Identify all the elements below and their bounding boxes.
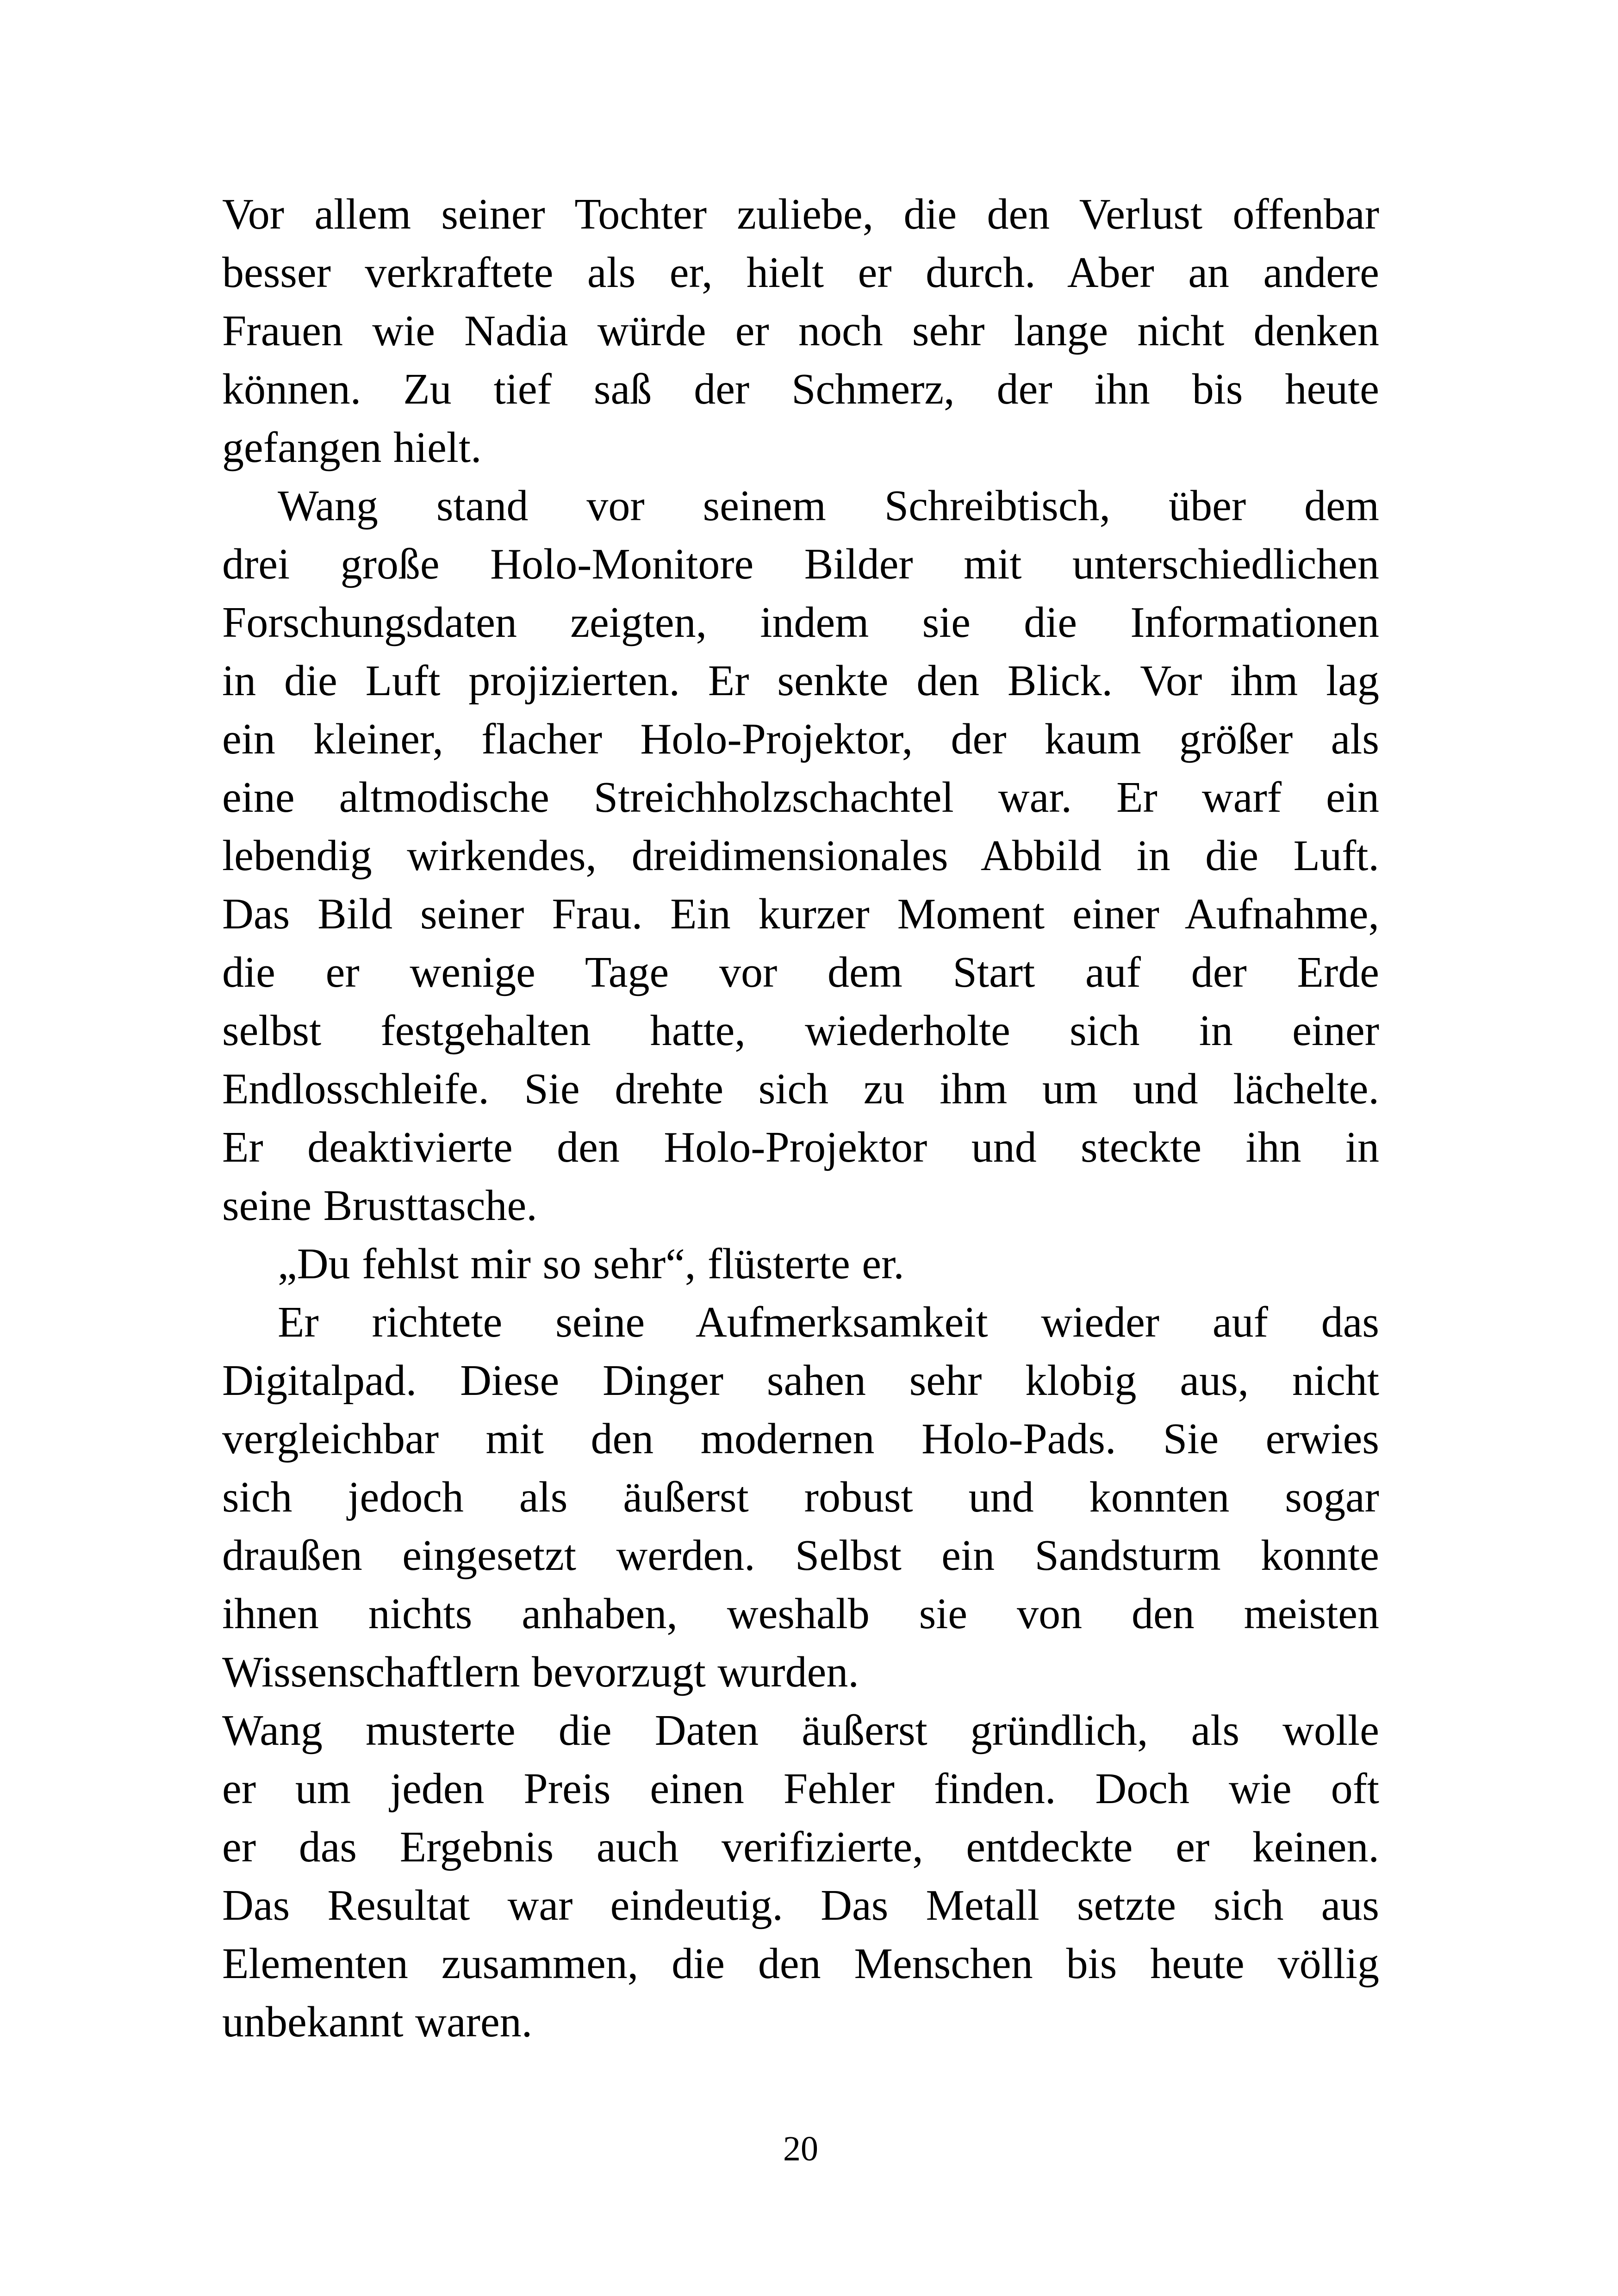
text-line: lebendig wirkendes, dreidimensionales Abbild in die Luft. [222,832,1379,880]
paragraph [222,1701,1379,2051]
text-line: gefangen hielt. [222,423,482,472]
text-line: Er richtete seine Aufmerksamkeit wieder auf das [278,1298,1379,1346]
text-line: sich jedoch als äußerst robust und konnten sogar [222,1473,1379,1521]
page-number: 20 [783,2129,818,2168]
text-line: seine Brusttasche. [222,1182,537,1230]
text-line: selbst festgehalten hatte, wiederholte sich in einer [222,1007,1379,1055]
text-line: „Du fehlst mir so sehr“, flüsterte er. [278,1240,904,1288]
text-line: Endlosschleife. Sie drehte sich zu ihm um und lächelte. [222,1065,1379,1113]
text-line: Digitalpad. Diese Dinger sahen sehr klobig aus, nicht [222,1356,1379,1405]
text-line: Forschungsdaten zeigten, indem sie die Informationen [222,598,1379,647]
text-column [222,185,1379,2051]
paragraph [222,477,1379,1235]
text-line: Das Resultat war eindeutig. Das Metall setzte sich aus [222,1881,1379,1929]
text-line: Wang stand vor seinem Schreibtisch, über dem [278,482,1379,530]
text-line: Elementen zusammen, die den Menschen bis heute völlig [222,1940,1379,1988]
text-line: vergleichbar mit den modernen Holo-Pads. Sie erwies [222,1415,1379,1463]
text-line: die er wenige Tage vor dem Start auf der Erde [222,948,1379,996]
text-line: er um jeden Preis einen Fehler finden. Doch wie oft [222,1765,1379,1813]
text-line: Wissenschaftlern bevorzugt wurden. [222,1648,859,1696]
text-line: Er deaktivierte den Holo-Projektor und steckte ihn in [222,1123,1379,1171]
paragraph [222,185,1379,477]
text-line: Vor allem seiner Tochter zuliebe, die den Verlust offenbar [222,190,1379,238]
paragraph [222,1235,1379,1293]
text-line: Frauen wie Nadia würde er noch sehr lange nicht denken [222,307,1379,355]
text-line: können. Zu tief saß der Schmerz, der ihn bis heute [222,365,1379,413]
text-line: drei große Holo-Monitore Bilder mit unterschiedlichen [222,540,1379,588]
text-line: Das Bild seiner Frau. Ein kurzer Moment einer Aufnahme, [222,890,1379,938]
text-line: unbekannt waren. [222,1998,533,2046]
text-line: eine altmodische Streichholzschachtel war. Er warf ein [222,773,1379,821]
text-line: er das Ergebnis auch verifizierte, entdeckte er keinen. [222,1823,1379,1871]
text-line: in die Luft projizierten. Er senkte den Blick. Vor ihm lag [222,657,1379,705]
text-line: besser verkraftete als er, hielt er durch. Aber an andere [222,249,1379,297]
text-line: ihnen nichts anhaben, weshalb sie von den meisten [222,1590,1379,1638]
text-line: ein kleiner, flacher Holo-Projektor, der kaum größer als [222,715,1379,763]
text-line: draußen eingesetzt werden. Selbst ein Sandsturm konnte [222,1531,1379,1580]
paragraph [222,1293,1379,1701]
text-line: Wang musterte die Daten äußerst gründlich, als wolle [222,1706,1379,1755]
